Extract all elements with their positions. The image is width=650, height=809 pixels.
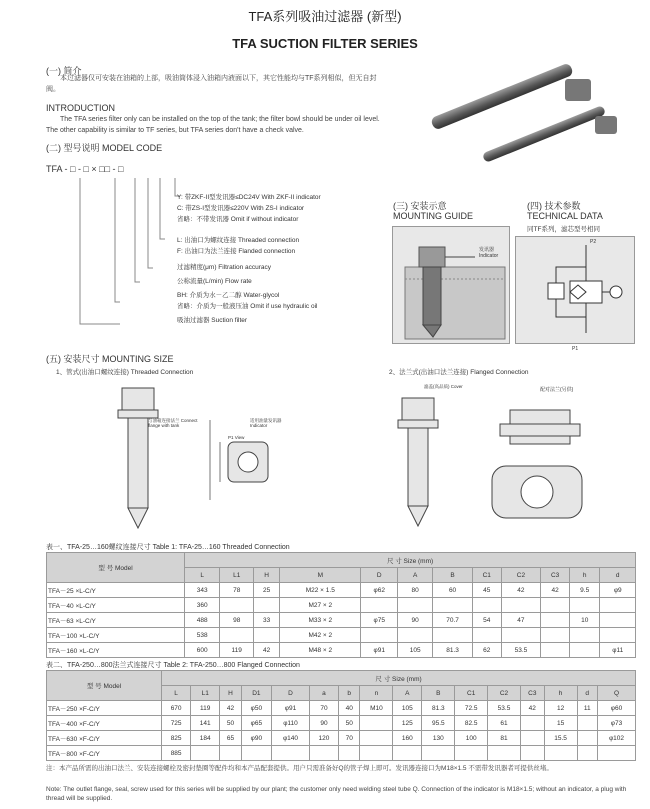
table1-cell: 78 bbox=[220, 583, 254, 598]
table1-cell bbox=[361, 628, 398, 643]
model-code-list bbox=[177, 192, 321, 326]
page-title-cn: TFA系列吸油过滤器 (新型) bbox=[248, 9, 402, 24]
table1-cell: 343 bbox=[185, 583, 220, 598]
table1-cell: 488 bbox=[185, 613, 220, 628]
table2-cell: 81.3 bbox=[422, 701, 455, 716]
table1-cell: 62 bbox=[472, 643, 501, 658]
table1-col-header: M bbox=[280, 568, 361, 583]
table2-cell: 61 bbox=[488, 716, 521, 731]
table2-size-header: 尺 寸 Size (mm) bbox=[162, 671, 636, 686]
table2-cell: 40 bbox=[339, 701, 360, 716]
table-row bbox=[47, 643, 636, 658]
table1-cell bbox=[220, 628, 254, 643]
model-code-heading: (二) 型号说明 MODEL CODE bbox=[46, 143, 163, 153]
view-label: P1 View bbox=[228, 435, 245, 440]
table2-cell bbox=[360, 716, 393, 731]
table2-col-header: L bbox=[162, 686, 191, 701]
table2-col-header: Q bbox=[597, 686, 635, 701]
table1-cell bbox=[541, 643, 570, 658]
table1-cell: 53.5 bbox=[501, 643, 541, 658]
table2-col-header: C1 bbox=[455, 686, 488, 701]
table1-cell: 54 bbox=[472, 613, 501, 628]
table1-model-cell: TFA－40 ×L-C/Y bbox=[47, 598, 185, 613]
table2-cell bbox=[360, 731, 393, 746]
table2-model-header: 型 号 Model bbox=[47, 671, 162, 701]
table2-cell: φ50 bbox=[241, 701, 271, 716]
table1-model-cell: TFA－160 ×L-C/Y bbox=[47, 643, 185, 658]
tech-p1-label: P1 bbox=[572, 346, 579, 352]
table2-cell: 95.5 bbox=[422, 716, 455, 731]
page-title-en: TFA SUCTION FILTER SERIES bbox=[232, 36, 418, 51]
mounting-heading-en: MOUNTING GUIDE bbox=[393, 211, 473, 221]
table2-cell: 15.5 bbox=[544, 731, 577, 746]
table2-cell: 12 bbox=[544, 701, 577, 716]
table2-cell bbox=[544, 746, 577, 761]
table2-cell: 105 bbox=[393, 701, 422, 716]
table2-cell bbox=[455, 746, 488, 761]
table2-cell bbox=[520, 746, 544, 761]
table2-cell: 90 bbox=[309, 716, 338, 731]
table2-col-header: h bbox=[544, 686, 577, 701]
table1-cell: 25 bbox=[254, 583, 280, 598]
mounting-heading-cn: (三) 安装示意 bbox=[393, 201, 447, 211]
table1-cell: 42 bbox=[254, 643, 280, 658]
table2-col-header: d bbox=[577, 686, 597, 701]
table2-cell bbox=[577, 716, 597, 731]
table2-cell: 119 bbox=[191, 701, 220, 716]
table1-cell: 538 bbox=[185, 628, 220, 643]
table1-cell: 600 bbox=[185, 643, 220, 658]
table1-col-header: C3 bbox=[541, 568, 570, 583]
table1-cell: 81.3 bbox=[433, 643, 473, 658]
table2-cell bbox=[360, 746, 393, 761]
table1-col-header: A bbox=[398, 568, 433, 583]
intro-text-cn: 本过滤器仅可安装在油箱的上部，吸油筒体浸入油箱内液面以下，其它性能均与TF系列相似，但无自封阀。 bbox=[46, 75, 377, 93]
table1-model-cell: TFA－63 ×L-C/Y bbox=[47, 613, 185, 628]
table1-cell: 90 bbox=[398, 613, 433, 628]
table1-cell bbox=[501, 598, 541, 613]
table2-col-header: b bbox=[339, 686, 360, 701]
code-item-oil: 省略：介质为一般液压油 Omit if use hydraulic oil bbox=[177, 303, 318, 310]
table2-col-header: L1 bbox=[191, 686, 220, 701]
table2-cell bbox=[272, 746, 310, 761]
tech-schematic bbox=[515, 236, 635, 344]
mount-size-heading: (五) 安装尺寸 MOUNTING SIZE bbox=[46, 354, 174, 364]
table-row bbox=[47, 598, 636, 613]
tech-heading-cn: (四) 技术参数 bbox=[527, 201, 581, 211]
table2-cell: 125 bbox=[393, 716, 422, 731]
table2-cell: 825 bbox=[162, 731, 191, 746]
table1-col-header: C1 bbox=[472, 568, 501, 583]
table2-cell: 184 bbox=[191, 731, 220, 746]
table1-col-header: L1 bbox=[220, 568, 254, 583]
table2-cell: 82.5 bbox=[455, 716, 488, 731]
table1-cell: φ11 bbox=[600, 643, 636, 658]
code-item-suction: 吸油过滤器 Suction filter bbox=[177, 317, 248, 324]
intro-heading-cn: (一) 简介 bbox=[46, 66, 82, 76]
table1-cell: 33 bbox=[254, 613, 280, 628]
table2 bbox=[46, 670, 636, 761]
table1-cell: 105 bbox=[398, 643, 433, 658]
table1-cell bbox=[600, 628, 636, 643]
mounting-label-en: Indicator bbox=[479, 253, 499, 259]
table2-cell: 141 bbox=[191, 716, 220, 731]
threaded-drawing bbox=[100, 380, 290, 532]
code-item-omit: 省略：不带发讯器 Omit if without indicator bbox=[177, 216, 299, 223]
table1-cell: M22 × 1.5 bbox=[280, 583, 361, 598]
model-code-string: TFA - □ - □ × □□ - □ bbox=[46, 164, 124, 174]
table2-cell: 11 bbox=[577, 701, 597, 716]
table2-cell bbox=[241, 746, 271, 761]
flanged-pair-label: 配对法兰(另供) bbox=[540, 387, 574, 393]
table2-cell: 70 bbox=[339, 731, 360, 746]
threaded-connect-label: 与油箱连接法兰 Connect flange with tank bbox=[148, 418, 198, 428]
table2-cell bbox=[339, 746, 360, 761]
table2-cell: φ60 bbox=[597, 701, 635, 716]
flanged-cover-label: 滤盖(高品质) Cover bbox=[424, 384, 463, 389]
table2-cell: 42 bbox=[520, 701, 544, 716]
table2-cell: 885 bbox=[162, 746, 191, 761]
table2-cell: 81 bbox=[488, 731, 521, 746]
table-row bbox=[47, 628, 636, 643]
table2-cell: 160 bbox=[393, 731, 422, 746]
table2-col-header: C2 bbox=[488, 686, 521, 701]
table2-cell: 725 bbox=[162, 716, 191, 731]
table1-size-header: 尺 寸 Size (mm) bbox=[185, 553, 636, 568]
table1-cell bbox=[472, 598, 501, 613]
table2-cell bbox=[520, 716, 544, 731]
table1-col-header: C2 bbox=[501, 568, 541, 583]
table1-cell: φ9 bbox=[600, 583, 636, 598]
table1 bbox=[46, 552, 636, 658]
table1-cell: 98 bbox=[220, 613, 254, 628]
code-item-f: F: 出油口为法兰连接 Flanded connection bbox=[177, 248, 296, 255]
table2-col-header: D1 bbox=[241, 686, 271, 701]
table2-cell: M10 bbox=[360, 701, 393, 716]
table2-cell: 53.5 bbox=[488, 701, 521, 716]
intro-heading-en: INTRODUCTION bbox=[46, 103, 115, 113]
table1-cell bbox=[501, 628, 541, 643]
flanged-drawing bbox=[380, 380, 600, 532]
table1-col-header: L bbox=[185, 568, 220, 583]
table1-cell bbox=[541, 598, 570, 613]
table2-col-header: a bbox=[309, 686, 338, 701]
table2-model-cell: TFA－800 ×F-C/Y bbox=[47, 746, 162, 761]
table-row bbox=[47, 701, 636, 716]
table2-cell: φ140 bbox=[272, 731, 310, 746]
mounting-diagram bbox=[392, 226, 510, 344]
table1-cell: 47 bbox=[501, 613, 541, 628]
table-row bbox=[47, 716, 636, 731]
table1-cell: 10 bbox=[569, 613, 600, 628]
table2-col-header: n bbox=[360, 686, 393, 701]
table-row bbox=[47, 583, 636, 598]
table1-cell bbox=[600, 613, 636, 628]
table1-cell: 60 bbox=[433, 583, 473, 598]
code-item-y: Y: 带ZKF-II型发讯器≤DC24V With ZKF-II indicator bbox=[177, 194, 321, 201]
table2-cell: 130 bbox=[422, 731, 455, 746]
table1-cell: M33 × 2 bbox=[280, 613, 361, 628]
code-item-flow: 公称流量(L/min) Flow rate bbox=[177, 278, 252, 285]
table2-caption: 表二、TFA-250…800法兰式连接尺寸 Table 2: TFA-250…800 Flanged Connection bbox=[46, 662, 300, 669]
table2-col-header: D bbox=[272, 686, 310, 701]
code-item-c: C: 带ZS-I型发讯器≤220V With ZS-I indicator bbox=[177, 205, 305, 212]
table2-cell bbox=[577, 746, 597, 761]
table1-cell bbox=[254, 628, 280, 643]
table1-col-header: B bbox=[433, 568, 473, 583]
product-photo bbox=[397, 64, 633, 182]
table2-cell: 42 bbox=[220, 701, 241, 716]
table-row bbox=[47, 746, 636, 761]
table1-cell: 119 bbox=[220, 643, 254, 658]
table1-cell bbox=[433, 598, 473, 613]
table1-model-header: 型 号 Model bbox=[47, 553, 185, 583]
note-cn: 注：本产品所需的出油口法兰、安装连接螺栓及密封垫圈等配件均和本产品配套提供。用户只需准备好Q的管子焊上即可。发讯器连接口为M18×1.5 不需带发讯器者可提供丝堵。 bbox=[46, 765, 553, 772]
tech-note: 同TF系列，滤芯型号相同 bbox=[527, 226, 600, 233]
table2-cell: 50 bbox=[339, 716, 360, 731]
table2-cell bbox=[520, 731, 544, 746]
table2-col-header: A bbox=[393, 686, 422, 701]
table2-cell bbox=[488, 746, 521, 761]
table2-cell bbox=[393, 746, 422, 761]
table1-cell bbox=[398, 598, 433, 613]
table1-cell: 42 bbox=[501, 583, 541, 598]
table1-cell bbox=[541, 628, 570, 643]
table2-col-header: B bbox=[422, 686, 455, 701]
table1-cell bbox=[254, 598, 280, 613]
table-row bbox=[47, 613, 636, 628]
table1-cell bbox=[472, 628, 501, 643]
table2-cell: 670 bbox=[162, 701, 191, 716]
table1-col-header: d bbox=[600, 568, 636, 583]
table1-cell: 360 bbox=[185, 598, 220, 613]
table1-cell bbox=[569, 598, 600, 613]
table1-cell: φ75 bbox=[361, 613, 398, 628]
table2-cell bbox=[597, 746, 635, 761]
table1-cell: M42 × 2 bbox=[280, 628, 361, 643]
table1-model-cell: TFA－25 ×L-C/Y bbox=[47, 583, 185, 598]
table1-cell bbox=[398, 628, 433, 643]
table2-model-cell: TFA－630 ×F-C/Y bbox=[47, 731, 162, 746]
table2-cell: φ110 bbox=[272, 716, 310, 731]
table1-col-header: H bbox=[254, 568, 280, 583]
table2-cell bbox=[309, 746, 338, 761]
table1-cell: M48 × 2 bbox=[280, 643, 361, 658]
table1-cell: 9.5 bbox=[569, 583, 600, 598]
code-item-bh: BH: 介质为水－乙二醇 Water-glycol bbox=[177, 292, 280, 299]
table1-cell bbox=[600, 598, 636, 613]
table1-cell: M27 × 2 bbox=[280, 598, 361, 613]
table1-cell bbox=[361, 598, 398, 613]
table1-cell bbox=[569, 643, 600, 658]
mounting-label-cn: 发讯器 bbox=[479, 247, 495, 253]
table2-cell: φ73 bbox=[597, 716, 635, 731]
table2-cell bbox=[422, 746, 455, 761]
code-item-accuracy: 过滤精度(μm) Filtration accuracy bbox=[177, 264, 272, 271]
table2-cell: φ102 bbox=[597, 731, 635, 746]
table1-cell: φ91 bbox=[361, 643, 398, 658]
table2-model-cell: TFA－400 ×F-C/Y bbox=[47, 716, 162, 731]
threaded-indicator-label: 适用油量发讯器 Indicator bbox=[250, 418, 282, 428]
table2-cell: φ90 bbox=[241, 731, 271, 746]
table2-cell: φ91 bbox=[272, 701, 310, 716]
table2-col-header: C3 bbox=[520, 686, 544, 701]
table1-cell bbox=[220, 598, 254, 613]
table2-cell: 70 bbox=[309, 701, 338, 716]
table2-cell bbox=[191, 746, 220, 761]
table1-model-cell: TFA－100 ×L-C/Y bbox=[47, 628, 185, 643]
table2-cell: 50 bbox=[220, 716, 241, 731]
tech-heading-en: TECHNICAL DATA bbox=[527, 211, 603, 221]
table2-cell: 100 bbox=[455, 731, 488, 746]
table1-cell bbox=[569, 628, 600, 643]
table1-cell: 70.7 bbox=[433, 613, 473, 628]
note-en: Note: The outlet flange, seal, screw used for this series will be supplied by our plant; the customer only need welding steel tube Q. Connection of the indicator is M18×1.5; without an indicator, a plug with thread will be supplied. bbox=[46, 786, 627, 802]
table2-col-header: H bbox=[220, 686, 241, 701]
table-row bbox=[47, 731, 636, 746]
table2-cell: 120 bbox=[309, 731, 338, 746]
table1-cell bbox=[541, 613, 570, 628]
tech-p2-label: P2 bbox=[590, 239, 597, 245]
table2-cell: 15 bbox=[544, 716, 577, 731]
table1-cell: 42 bbox=[541, 583, 570, 598]
table1-col-header: D bbox=[361, 568, 398, 583]
table2-cell bbox=[577, 731, 597, 746]
table1-cell bbox=[433, 628, 473, 643]
table2-model-cell: TFA－250 ×F-C/Y bbox=[47, 701, 162, 716]
threaded-caption: 1、管式(出油口螺纹连接) Threaded Connection bbox=[56, 369, 194, 376]
table1-cell: 80 bbox=[398, 583, 433, 598]
table1-cell: 45 bbox=[472, 583, 501, 598]
table1-col-header: h bbox=[569, 568, 600, 583]
intro-text-en: The TFA series filter only can be installed on the top of the tank; the filter bowl should be under oil level. The other capability is similar to TF series, but TFA series don't have a check valve. bbox=[46, 116, 380, 134]
table1-caption: 表一、TFA-25…160螺纹连接尺寸 Table 1: TFA-25…160 Threaded Connection bbox=[46, 544, 290, 551]
table2-cell: 72.5 bbox=[455, 701, 488, 716]
table2-cell: φ65 bbox=[241, 716, 271, 731]
table2-cell bbox=[220, 746, 241, 761]
code-item-l: L: 出油口为螺纹连接 Threaded connection bbox=[177, 237, 300, 244]
table1-cell: φ62 bbox=[361, 583, 398, 598]
flanged-caption: 2、法兰式(出油口法兰连接) Flanged Connection bbox=[389, 369, 529, 376]
table2-cell: 65 bbox=[220, 731, 241, 746]
